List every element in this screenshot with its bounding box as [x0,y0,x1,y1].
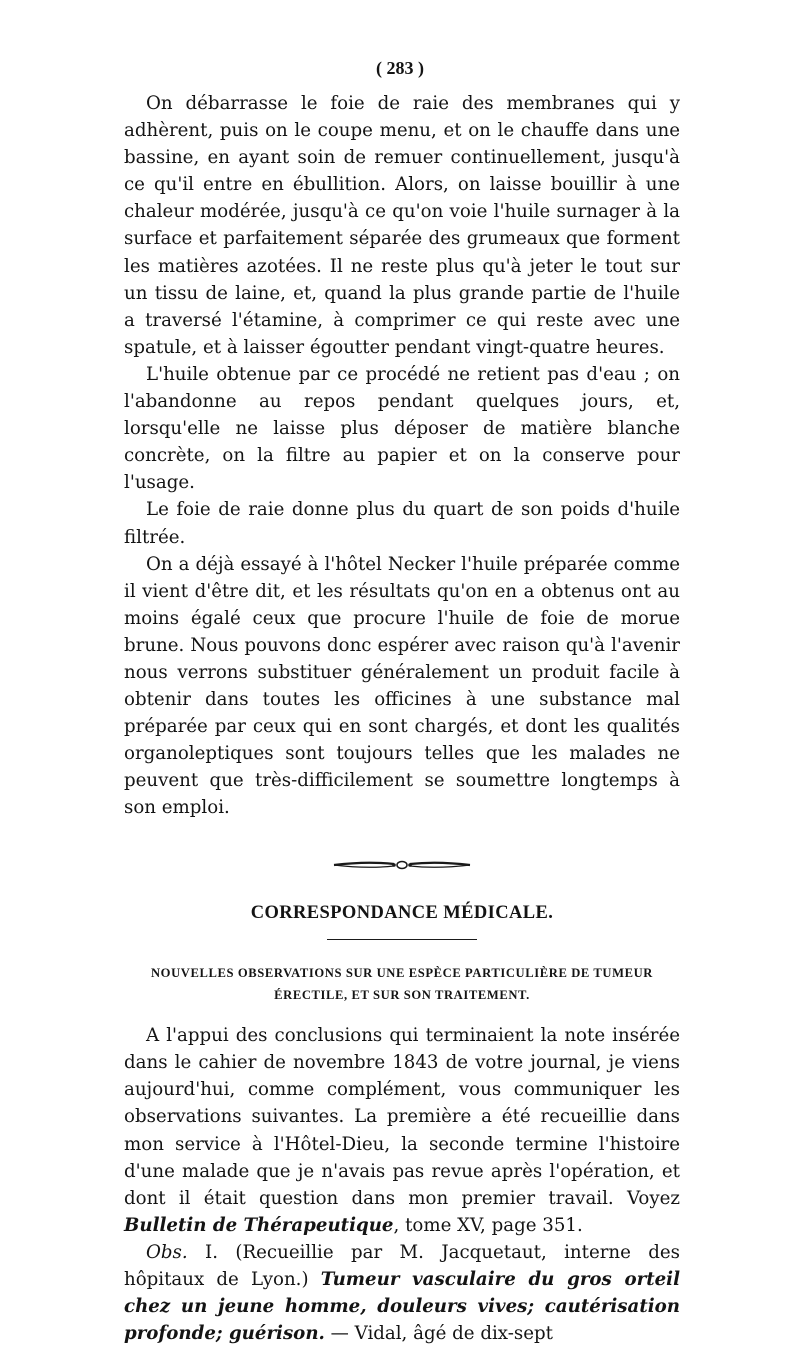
subtitle-line-1: NOUVELLES OBSERVATIONS SUR UNE ESPÈCE PARTICULIÈRE DE TUMEUR [150,966,653,981]
paragraph-preparation: On débarrasse le foie de raie des membranes qui y adhèrent, puis on le coupe menu, et on le chauffe dans une bassine, en ayant soin de remuer continuellement, jusqu'à ce qu'il entre en ébullition. Alors, on laisse bouillir à une chaleur modérée, jusqu'à ce qu'on voie l'huile surnager à la surface et parfaitement séparée des grumeaux que forment les matières azotées. Il ne reste plus qu'à jeter le tout sur un tissu de laine, et, quand la plus grande partie de l'huile a traversé l'étamine, à comprimer ce qui reste avec une spatule, et à laisser égoutter pendant vingt-quatre heures. [124,93,680,358]
obs-text: I. (Recueillie par M. Jacquetaut, interne des hôpitaux de Lyon.) [124,1241,680,1290]
paragraph-results: On a déjà essayé à l'hôtel Necker l'huile préparée comme il vient d'être dit, et les résultats qu'on en a obtenus ont au moins égalé ceux que procure l'huile de foie de morue brune. Nous pouvons donc espérer avec raison qu'à l'avenir nous verrons substituer généralement un produit facile à obtenir dans toutes les officines à une substance mal préparée par ceux qui en sont chargés, et dont les qualités organoleptiques sont toujours telles que les malades ne peuvent que très-difficilement se soumettre longtemps à son emploi. [124,553,680,819]
page-number: ( 283 ) [376,58,424,78]
title-rule [327,939,477,941]
paragraph-observation [124,1239,680,1347]
page-body [124,58,680,1347]
subtitle-line-2: ÉRECTILE, ET SUR SON TRAITEMENT. [274,988,530,1003]
paragraph-yield: Le foie de raie donne plus du quart de son poids d'huile filtrée. [124,499,680,548]
intro-text: A l'appui des conclusions qui terminaient la note insérée dans le cahier de novembre 1843 de votre journal, je viens aujourd'hui, comme complément, vous communiquer les observations suivantes. La première a été recueillie dans mon service à l'Hôtel-Dieu, la seconde termine l'histoire d'une malade que je n'avais pas revue après l'opération, et dont il était question dans mon premier travail. Voyez [124,1025,680,1209]
obs-title: Tumeur vasculaire du gros orteil chez un jeune homme, douleurs vives; cautérisation profonde; guérison. [124,1268,680,1345]
paragraph-filtration: L'huile obtenue par ce procédé ne retient pas d'eau ; on l'abandonne au repos pendant quelques jours, et, lorsqu'elle ne laisse plus déposer de matière blanche concrète, on la filtre au papier et on la conserve pour l'usage. [124,363,680,494]
ornament-divider [332,858,472,872]
section-title: CORRESPONDANCE MÉDICALE. [250,902,554,923]
bulletin-reference: Bulletin de Thérapeutique [124,1214,394,1236]
paragraph-intro [124,1022,680,1239]
article-subtitle [124,962,680,1006]
obs-label: Obs. [146,1241,188,1263]
reference-rest: , tome XV, page 351. [393,1214,583,1236]
obs-tail: — Vidal, âgé de dix-sept [324,1323,553,1345]
